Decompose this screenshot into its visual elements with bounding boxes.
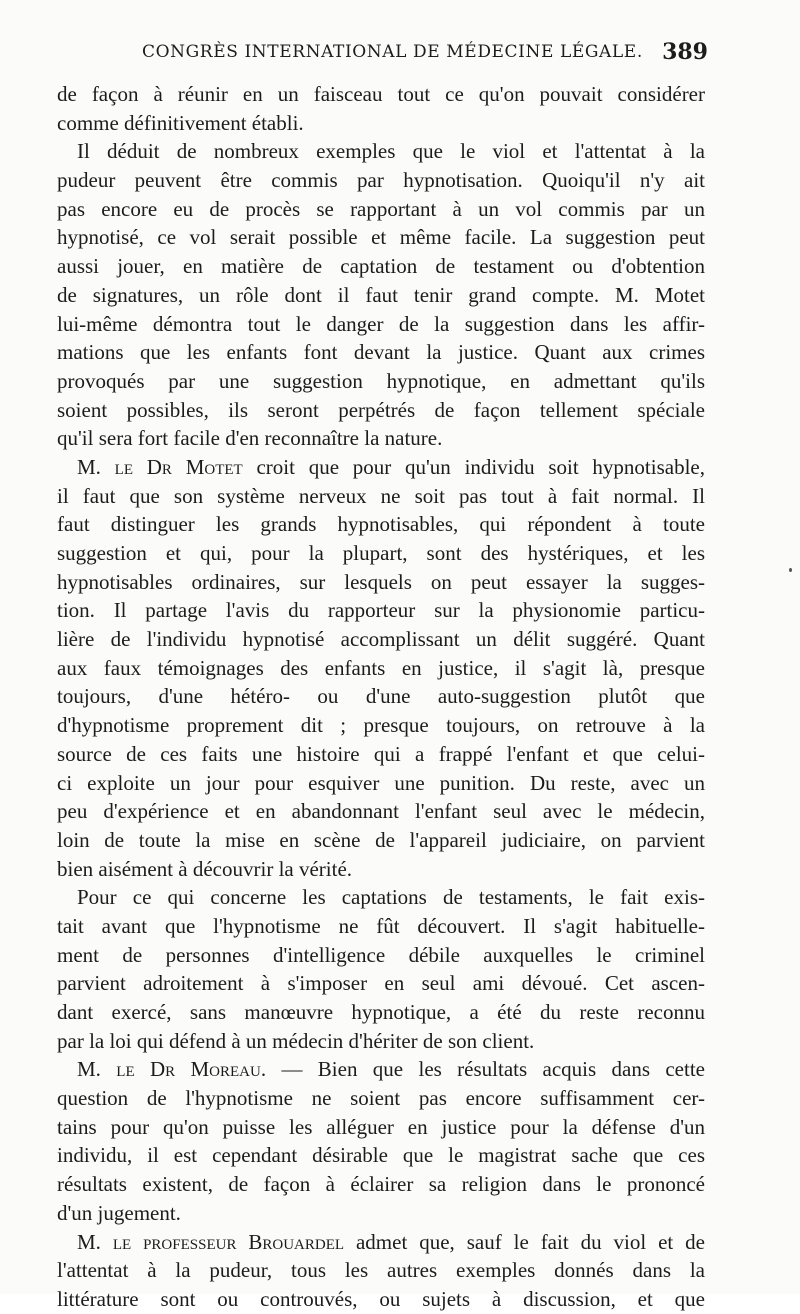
text-line: source de ces faits une histoire qui a frappé l'enfant et que celui- [57,741,705,766]
text-line: mations que les enfants font devant la justice. Quant aux crimes [57,340,705,365]
text-line: question de l'hypnotisme ne soient pas encore suffisamment cer- [57,1086,705,1111]
text-line: il faut que son système nerveux ne soit pas tout à fait normal. Il [57,483,705,508]
text-line: résultats existent, de façon à éclairer sa religion dans le prononcé [57,1172,705,1197]
text-line: croit que pour qu'un individu soit hypnotisable, [256,454,705,479]
text-line: faut distinguer les grands hypnotisables, qui répondent à toute [57,512,705,537]
print-speck [789,568,792,572]
text-line: — Bien que les résultats acquis dans cette [281,1057,705,1082]
page-number: 389 [662,39,708,65]
text-line: tains pour qu'on puisse les alléguer en justice pour la défense d'un [57,1114,705,1139]
text-line: tait avant que l'hypnotisme ne fût découvert. Il s'agit habituelle- [57,913,705,938]
text-line: bien aisément à découvrir la vérité. [57,856,353,881]
text-line: lière de l'individu hypnotisé accomplissant un délit suggéré. Quant [57,627,705,652]
text-line: hypnotisé, ce vol serait possible et même facile. La suggestion peut [57,225,705,250]
text-line: littérature sont ou controuvés, ou sujets à discussion, et que [57,1286,705,1311]
speaker-name: M. le professeur Brouardel [77,1229,345,1254]
speaker-paragraph-start [57,1055,705,1084]
text-line: de signatures, un rôle dont il faut tenir grand compte. M. Motet [57,282,705,307]
text-line: aux faux témoignages des enfants en justice, il s'agit là, presque [57,655,705,680]
text-line: soient possibles, ils seront perpétrés de façon tellement spéciale [57,397,705,422]
text-line: tion. Il partage l'avis du rapporteur sur la physionomie particu- [57,598,705,623]
body-text [57,80,705,1314]
text-line: de façon à réunir en un faisceau tout ce qu'on pouvait considérer [57,82,705,106]
speaker-paragraph-start [57,453,705,482]
text-line: qu'il sera fort facile d'en reconnaître la nature. [57,426,443,451]
text-line: dant exercé, sans manœuvre hypnotique, a été du reste reconnu [57,1000,705,1024]
text-line: pudeur peuvent être commis par hypnotisation. Quoiqu'il n'y ait [57,168,705,193]
text-line: l'attentat à la pudeur, tous les autres exemples donnés dans la [57,1258,705,1283]
text-line: pas encore eu de procès se rapportant à un vol commis par un [57,196,705,221]
text-line: d'un jugement. [57,1200,181,1225]
text-line: par la loi qui défend à un médecin d'hériter de son client. [57,1028,535,1053]
running-header [142,39,708,70]
text-line: suggestion et qui, pour la plupart, sont des hystériques, et les [57,541,705,565]
text-line: hypnotisables ordinaires, sur lesquels on peut essayer la sugges- [57,569,705,594]
speaker-name: M. le Dr Moreau. [77,1057,267,1082]
text-line: aussi jouer, en matière de captation de testament ou d'obtention [57,254,705,279]
text-line: ment de personnes d'intelligence débile auxquelles le criminel [57,942,705,967]
text-line: Il déduit de nombreux exemples que le viol et l'attentat à la [77,139,705,164]
text-line: parvient adroitement à s'imposer en seul ami dévoué. Cet ascen- [57,971,705,996]
text-line: comme définitivement établi. [57,110,304,135]
text-line: provoqués par une suggestion hypnotique, en admettant qu'ils [57,368,705,393]
speaker-name: M. le Dr Motet [77,454,243,479]
text-line: individu, il est cependant désirable que le magistrat sache que ces [57,1143,705,1168]
text-line: toujours, d'une hétéro- ou d'une auto-suggestion plutôt que [57,684,705,709]
text-line: ci exploite un jour pour esquiver une punition. Du reste, avec un [57,770,705,795]
text-line: lui-même démontra tout le danger de la suggestion dans les affir- [57,311,705,336]
text-line: peu d'expérience et en abandonnant l'enfant seul avec le médecin, [57,799,705,824]
text-line: loin de toute la mise en scène de l'appareil judiciaire, on parvient [57,827,705,852]
running-title: CONGRÈS INTERNATIONAL DE MÉDECINE LÉGALE. [142,42,643,62]
text-line: admet que, sauf le fait du viol et de [355,1229,705,1254]
text-line: d'hypnotisme proprement dit ; presque toujours, on retrouve à la [57,713,705,738]
text-line: Pour ce qui concerne les captations de testaments, le fait exis- [77,885,705,910]
speaker-paragraph-start [57,1228,705,1257]
